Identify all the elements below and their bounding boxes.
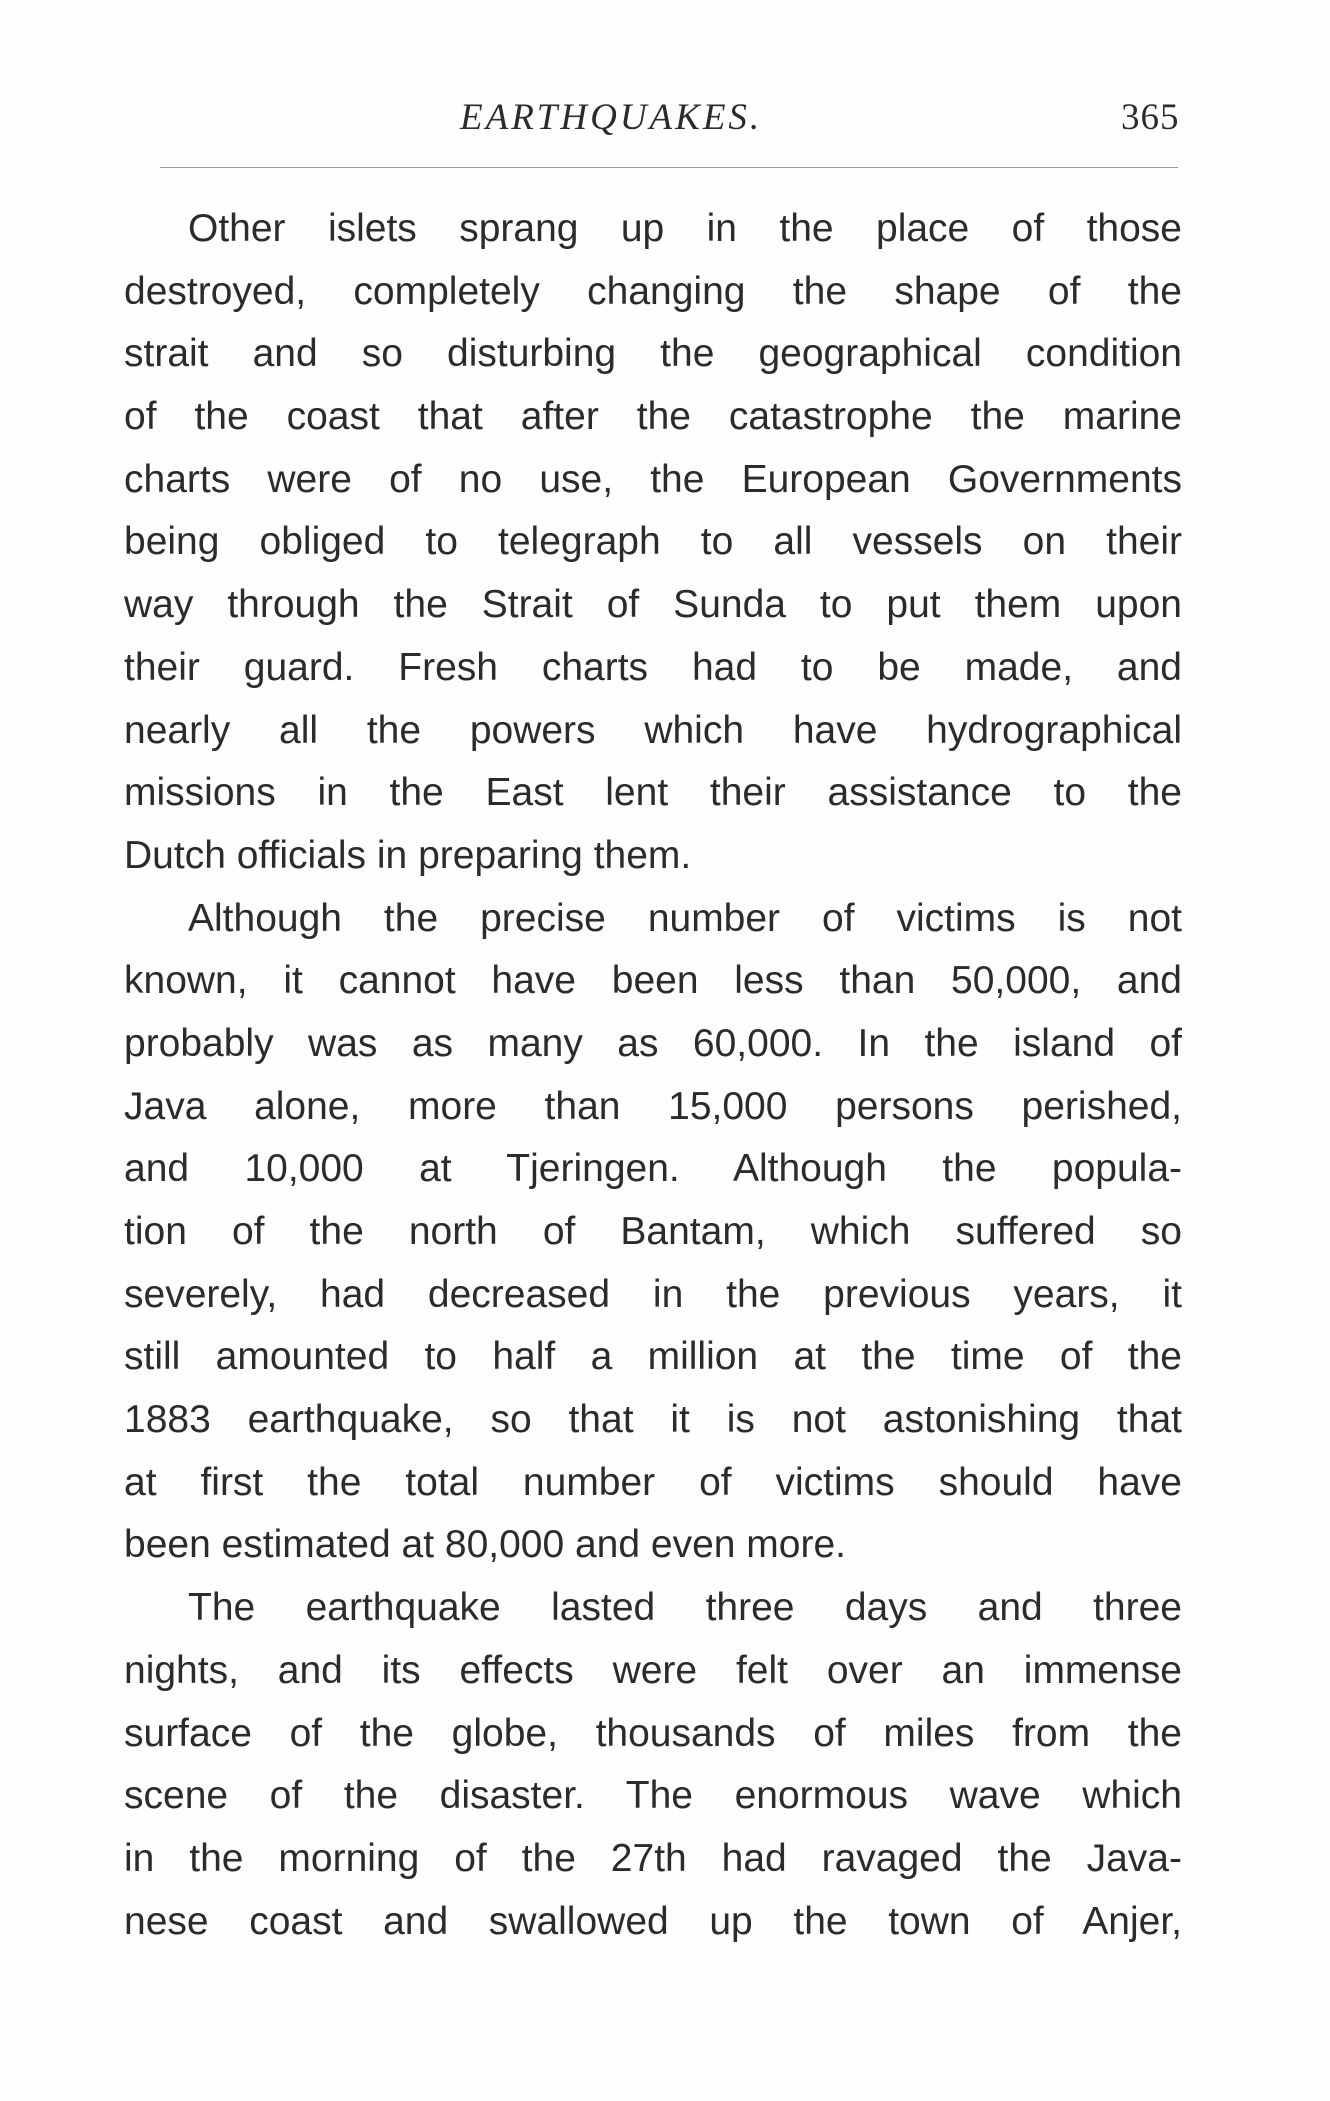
text-line: severely, had decreased in the previous years, it: [124, 1272, 1182, 1316]
text-line: still amounted to half a million at the time of the: [124, 1335, 1182, 1379]
running-title: EARTHQUAKES.: [460, 97, 763, 138]
text-line: 1883 earthquake, so that it is not astonishing that: [124, 1398, 1182, 1442]
text-line: scene of the disaster. The enormous wave which: [124, 1774, 1182, 1818]
text-line: been estimated at 80,000 and even more.: [124, 1523, 846, 1567]
text-line: Java alone, more than 15,000 persons perished,: [124, 1084, 1182, 1128]
text-line: being obliged to telegraph to all vessels on their: [124, 520, 1182, 564]
text-line: nights, and its effects were felt over an immense: [124, 1648, 1182, 1692]
body-text: [124, 198, 1182, 1953]
text-line: nearly all the powers which have hydrographical: [124, 708, 1182, 752]
text-line: of the coast that after the catastrophe the marine: [124, 395, 1182, 439]
text-line: and 10,000 at Tjeringen. Although the popula-: [124, 1147, 1182, 1191]
text-line: missions in the East lent their assistance to the: [124, 771, 1182, 815]
running-head: [0, 96, 1330, 146]
page-number: 365: [1121, 97, 1180, 138]
text-line: Although the precise number of victims is not: [188, 896, 1182, 940]
text-line: Other islets sprang up in the place of those: [188, 207, 1182, 250]
text-line: destroyed, completely changing the shape of the: [124, 269, 1182, 313]
text-line: The earthquake lasted three days and three: [188, 1586, 1182, 1630]
text-line: charts were of no use, the European Governments: [124, 457, 1182, 501]
text-line: Dutch officials in preparing them.: [124, 833, 692, 877]
text-line: surface of the globe, thousands of miles from the: [124, 1711, 1182, 1755]
header-rule: [160, 167, 1178, 168]
text-line: probably was as many as 60,000. In the island of: [124, 1021, 1182, 1065]
text-line: their guard. Fresh charts had to be made, and: [124, 645, 1182, 689]
text-line: way through the Strait of Sunda to put them upon: [124, 583, 1182, 627]
text-line: strait and so disturbing the geographical condition: [124, 332, 1182, 376]
text-line: at first the total number of victims should have: [124, 1460, 1182, 1504]
text-line: nese coast and swallowed up the town of Anjer,: [124, 1899, 1182, 1943]
text-line: known, it cannot have been less than 50,000, and: [124, 959, 1182, 1003]
text-line: in the morning of the 27th had ravaged the Java-: [124, 1836, 1182, 1880]
text-line: tion of the north of Bantam, which suffered so: [124, 1210, 1182, 1253]
